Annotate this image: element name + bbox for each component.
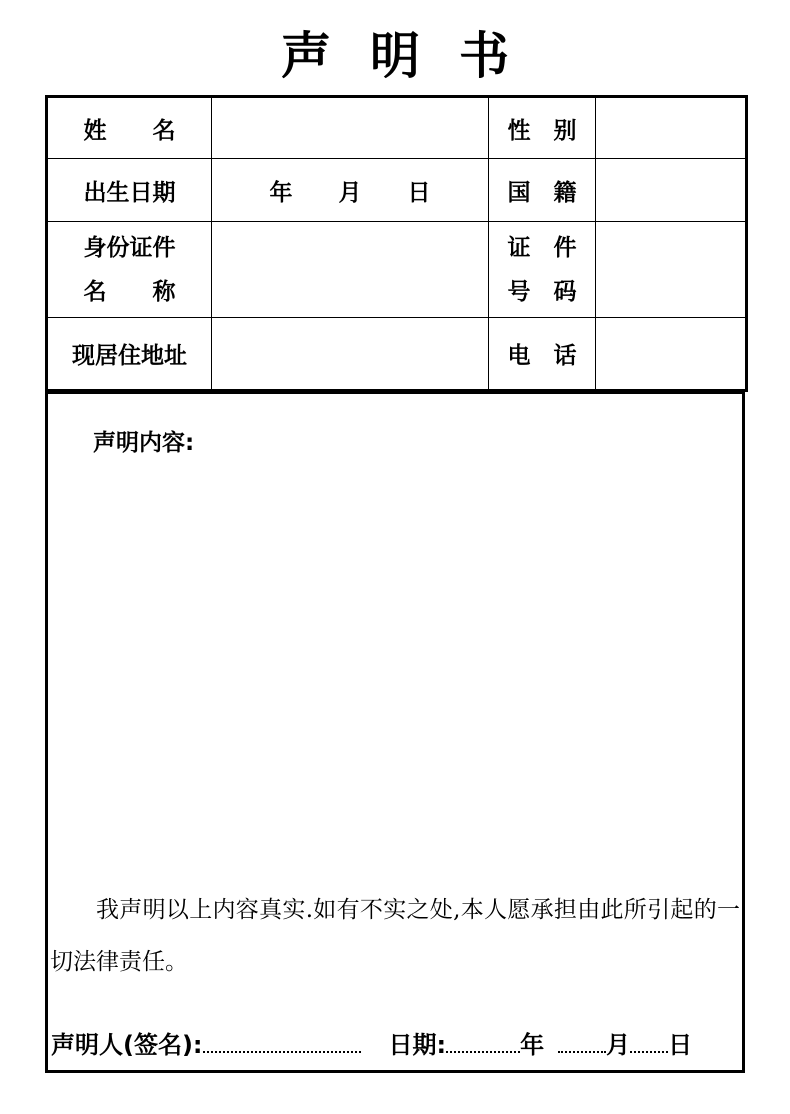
- phone-label: 电 话: [489, 318, 596, 391]
- page-title: 声明书: [281, 27, 548, 85]
- month-label: 月: [606, 1031, 631, 1059]
- id-number-label-line2: 号 码: [507, 278, 577, 305]
- date-label: 日期:: [388, 1031, 447, 1059]
- id-number-label: [489, 222, 596, 318]
- address-field[interactable]: [212, 318, 489, 391]
- signer-signature-line[interactable]: [203, 1028, 361, 1053]
- id-doc-name-label-line2: 名 称: [83, 278, 176, 305]
- day-label: 日: [668, 1031, 693, 1059]
- year-fill-line[interactable]: [446, 1028, 520, 1053]
- id-number-field[interactable]: [596, 222, 747, 318]
- signature-row: [51, 1025, 739, 1060]
- month-fill-line[interactable]: [558, 1028, 606, 1053]
- name-label: 姓 名: [47, 97, 212, 159]
- table-row-iddoc-idnumber: [47, 222, 747, 318]
- declaration-heading: 声明内容:: [93, 430, 195, 456]
- year-label: 年: [520, 1031, 545, 1059]
- phone-field[interactable]: [596, 318, 747, 391]
- nationality-field[interactable]: [596, 159, 747, 222]
- signer-label: 声明人(签名):: [51, 1031, 203, 1059]
- birthdate-field[interactable]: 年 月 日: [212, 159, 489, 222]
- id-doc-name-label-line1: 身份证件: [83, 234, 176, 261]
- id-number-label-line1: 证 件: [507, 234, 577, 261]
- gender-label: 性 别: [489, 97, 596, 159]
- declaration-box: [45, 391, 745, 1073]
- name-field[interactable]: [212, 97, 489, 159]
- declaration-statement: 我声明以上内容真实.如有不实之处,本人愿承担由此所引起的一切法律责任。: [50, 897, 740, 975]
- gender-field[interactable]: [596, 97, 747, 159]
- info-table: [45, 95, 748, 392]
- id-doc-name-label: [47, 222, 212, 318]
- nationality-label: 国 籍: [489, 159, 596, 222]
- address-label: 现居住地址: [47, 318, 212, 391]
- table-row-address-phone: [47, 318, 747, 391]
- table-row-name-gender: [47, 97, 747, 159]
- table-row-birthdate-nationality: [47, 159, 747, 222]
- declaration-content-area[interactable]: [50, 464, 740, 864]
- id-doc-name-field[interactable]: [212, 222, 489, 318]
- birthdate-label: 出生日期: [47, 159, 212, 222]
- day-fill-line[interactable]: [630, 1028, 668, 1053]
